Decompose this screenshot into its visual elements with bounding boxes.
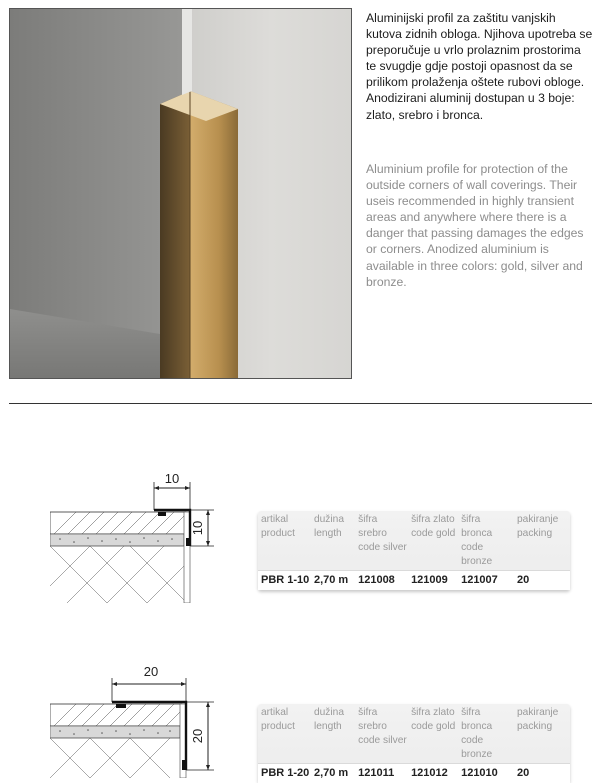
dimension-side-10: 10: [190, 521, 205, 535]
cell-code-gold: 121012: [408, 764, 458, 783]
header-gold-en: code gold: [411, 527, 458, 541]
header-product-hr: artikal: [261, 706, 311, 720]
profile-drawing-20: [50, 658, 230, 778]
header-silver-hr: šifra srebro: [358, 706, 408, 734]
header-product-en: product: [261, 527, 311, 541]
header-length-hr: dužina: [314, 706, 355, 720]
cell-product: PBR 1-20: [258, 764, 311, 783]
header-bronze-hr: šifra bronca: [461, 513, 514, 541]
header-packing-en: packing: [517, 720, 570, 734]
cell-code-bronze: 121010: [458, 764, 514, 783]
table-row: [258, 571, 570, 591]
cell-code-gold: 121009: [408, 571, 458, 591]
spec-table-10: [258, 511, 570, 590]
header-product-en: product: [261, 720, 311, 734]
spec-header-row: [258, 511, 570, 571]
cell-packing: 20: [514, 571, 570, 591]
cell-code-silver: 121008: [355, 571, 408, 591]
section-divider: [9, 403, 592, 404]
product-photo: [9, 8, 352, 379]
spec-table-20: [258, 704, 570, 783]
description-croatian: Aluminijski profil za zaštitu vanjskih kutova zidnih obloga. Njihova upotreba se preporučuje u vrlo prolaznim prostorima te svugdje gdje postoji opasnost da se prilikom prolaženja oštete rubovi obloge. Anodizirani aluminij dostupan u 3 boje: zlato, srebro i bronca.: [366, 10, 594, 123]
header-gold-en: code gold: [411, 720, 458, 734]
cell-code-bronze: 121007: [458, 571, 514, 591]
header-gold-hr: šifra zlato: [411, 706, 458, 720]
header-bronze-en: code bronze: [461, 541, 514, 569]
header-product-hr: artikal: [261, 513, 311, 527]
header-bronze-en: code bronze: [461, 734, 514, 762]
profile-drawing-10: [50, 468, 230, 603]
cell-length: 2,70 m: [311, 571, 355, 591]
header-packing-en: packing: [517, 527, 570, 541]
header-bronze-hr: šifra bronca: [461, 706, 514, 734]
spec-header-row: [258, 704, 570, 764]
header-silver-en: code silver: [358, 541, 408, 555]
header-silver-hr: šifra srebro: [358, 513, 408, 541]
header-gold-hr: šifra zlato: [411, 513, 458, 527]
header-length-en: length: [314, 527, 355, 541]
header-packing-hr: pakiranje: [517, 513, 570, 527]
description-english: Aluminium profile for protection of the outside corners of wall coverings. Their useis recommended in highly transient areas and anywhere where there is a danger that passing damages the edges or corners. Anodized aluminium is available in three colors: gold, silver and bronze.: [366, 161, 594, 290]
cell-code-silver: 121011: [355, 764, 408, 783]
dimension-top-10: 10: [165, 471, 179, 486]
header-length-hr: dužina: [314, 513, 355, 527]
cell-packing: 20: [514, 764, 570, 783]
header-silver-en: code silver: [358, 734, 408, 748]
header-length-en: length: [314, 720, 355, 734]
table-row: [258, 764, 570, 783]
dimension-side-20: 20: [190, 729, 205, 743]
dimension-top-20: 20: [144, 664, 158, 679]
header-packing-hr: pakiranje: [517, 706, 570, 720]
cell-product: PBR 1-10: [258, 571, 311, 591]
cell-length: 2,70 m: [311, 764, 355, 783]
